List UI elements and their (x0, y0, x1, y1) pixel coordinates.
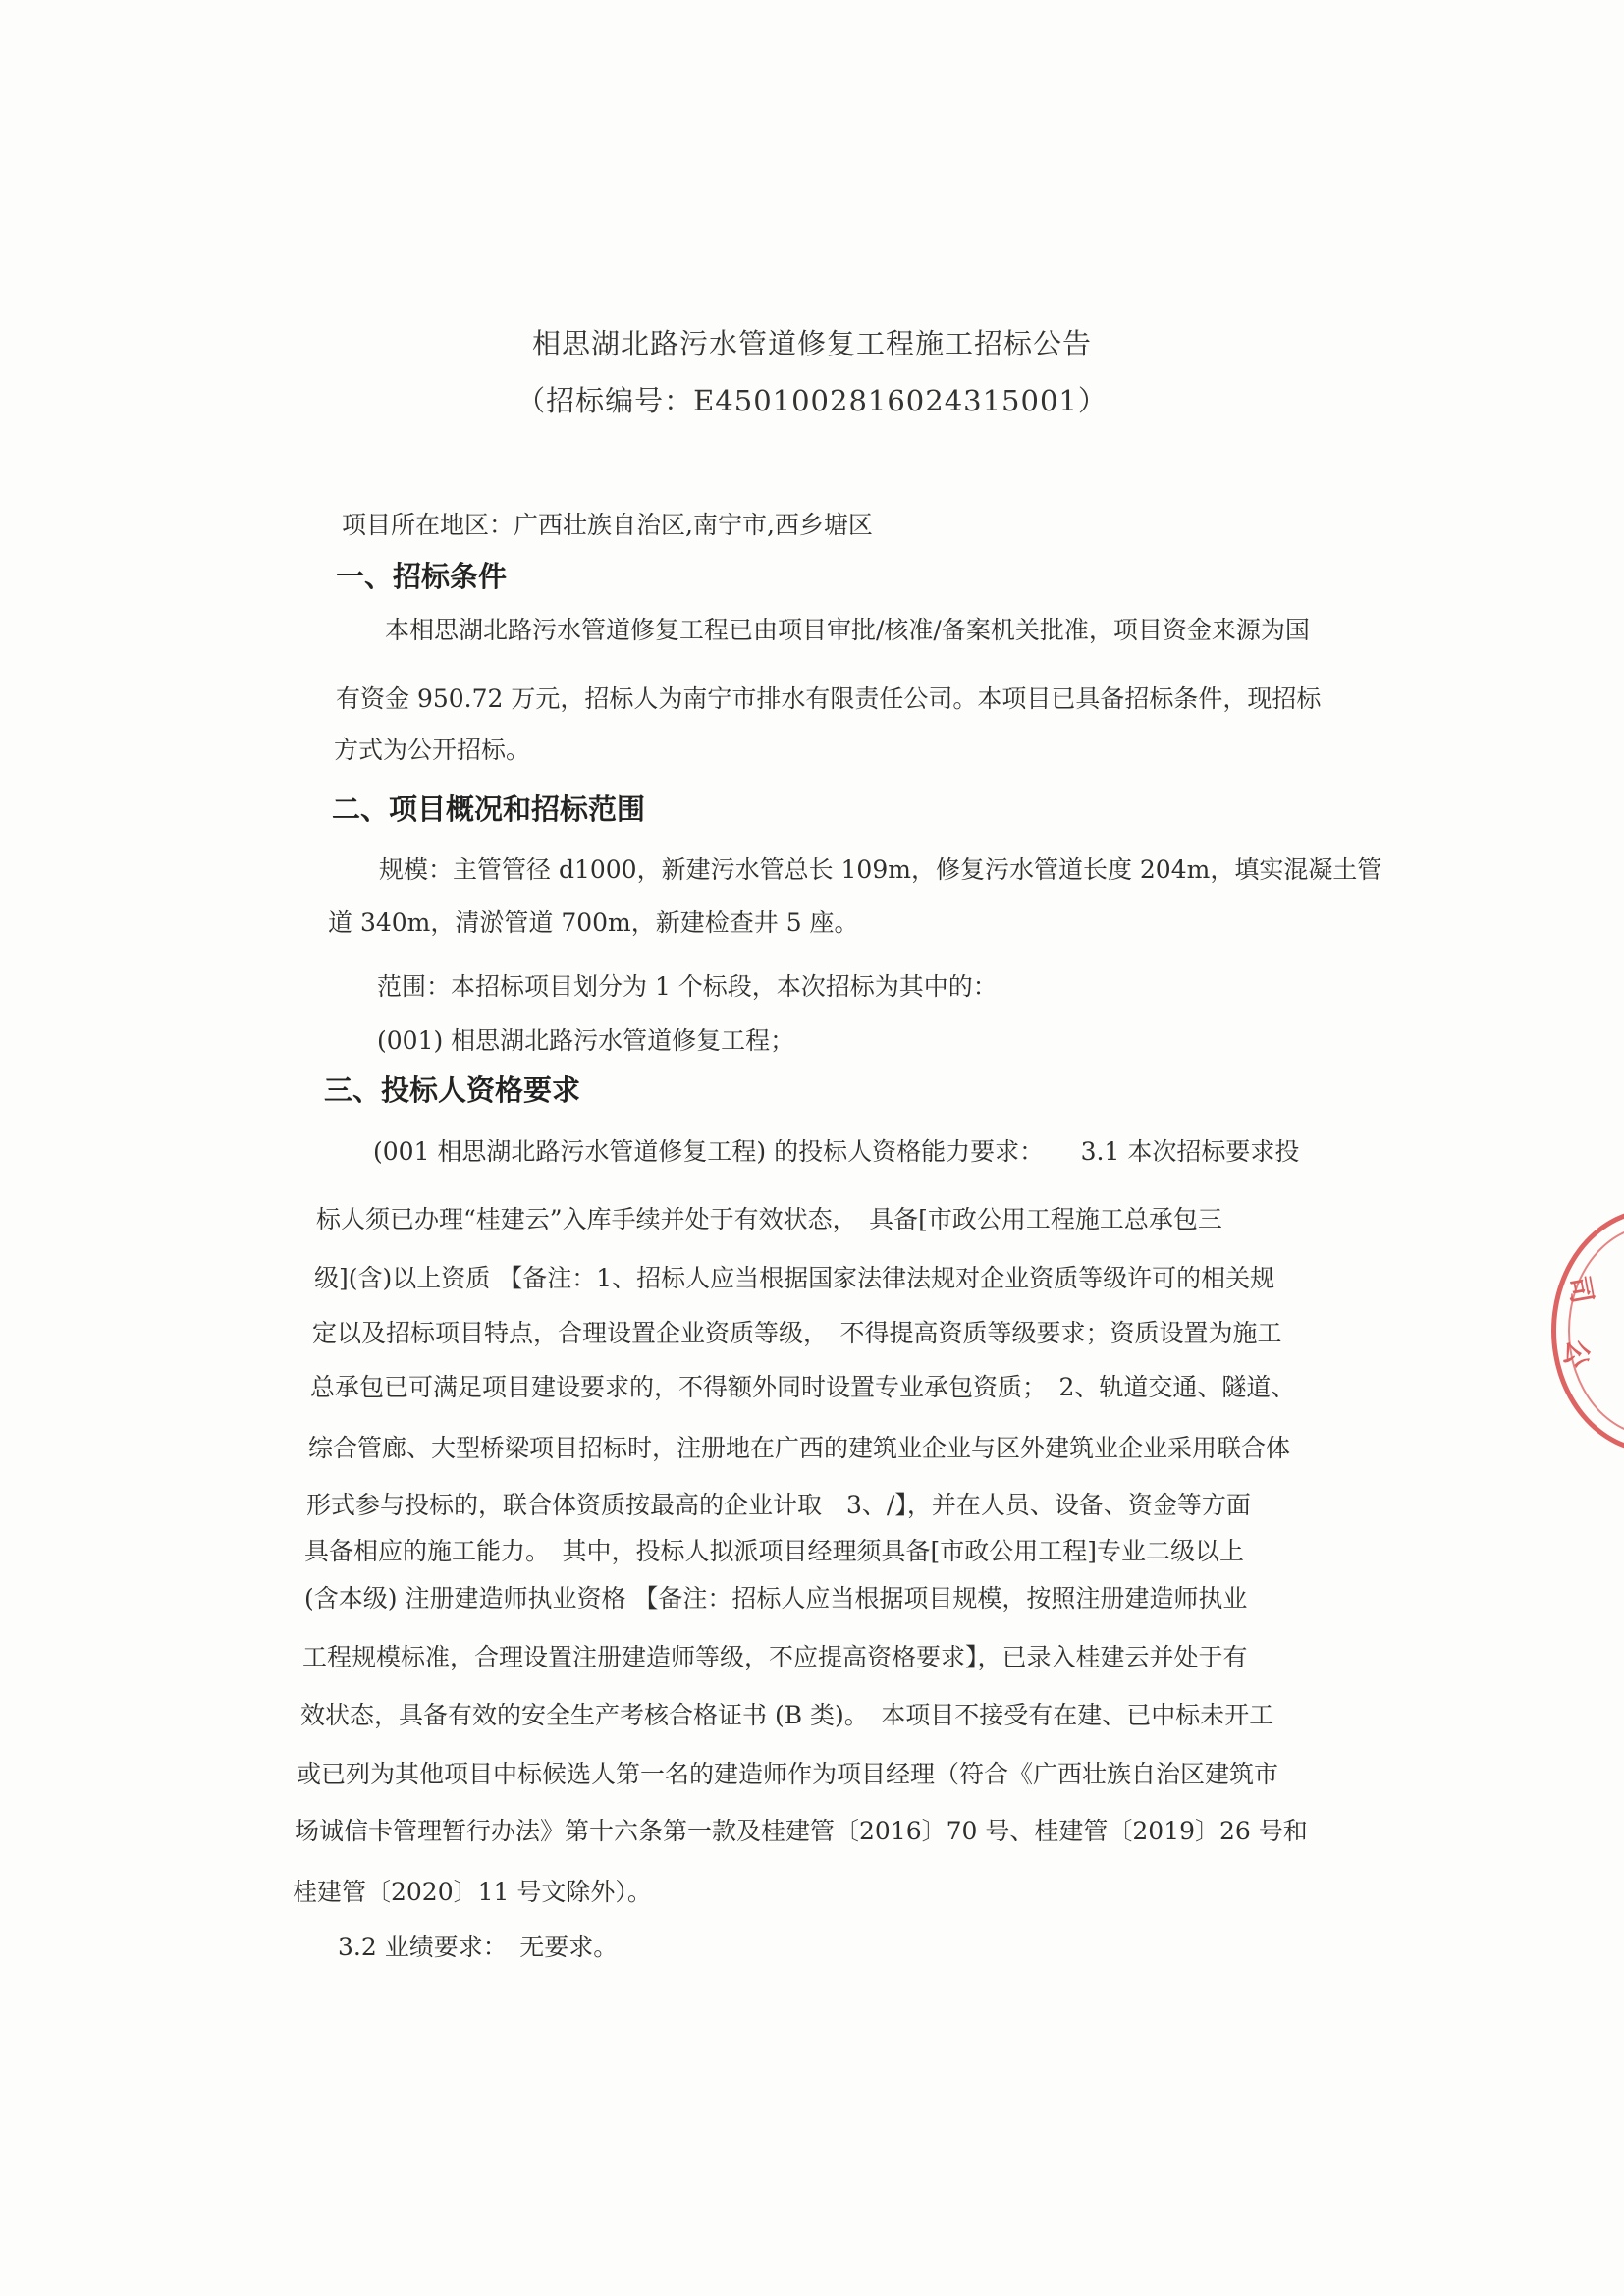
paragraph-line: 或已列为其他项目中标候选人第一名的建造师作为项目经理（符合《广西壮族自治区建筑市 (297, 1760, 1279, 1788)
paragraph-line: 标人须已办理“桂建云”入库手续并处于有效状态， 具备[市政公用工程施工总承包三 (316, 1205, 1222, 1233)
seal-char: 司 (1561, 1273, 1599, 1306)
project-location: 项目所在地区：广西壮族自治区,南宁市,西乡塘区 (342, 511, 873, 539)
paragraph-line: (001 相思湖北路污水管道修复工程) 的投标人资格能力要求： 3.1 本次招标要求投 (373, 1137, 1300, 1166)
bid-number: （招标编号：E4501002816024315001） (516, 384, 1108, 417)
paragraph-line: (001) 相思湖北路污水管道修复工程； (377, 1026, 795, 1055)
company-seal (1551, 1208, 1624, 1453)
paragraph-line: 定以及招标项目特点，合理设置企业资质等级， 不得提高资质等级要求；资质设置为施工 (312, 1319, 1282, 1347)
paragraph-line: 桂建管〔2020〕11 号文除外）。 (293, 1878, 652, 1906)
paragraph-line: 场诚信卡管理暂行办法》第十六条第一款及桂建管〔2016〕70 号、桂建管〔2019〕26 号和 (295, 1817, 1308, 1845)
paragraph-line: 工程规模标准，合理设置注册建造师等级，不应提高资格要求】，已录入桂建云并处于有 (302, 1643, 1248, 1671)
paragraph-line: 效状态，具备有效的安全生产考核合格证书 (B 类)。 本项目不接受有在建、已中标未开工 (300, 1701, 1274, 1729)
paragraph-line: 具备相应的施工能力。 其中，投标人拟派项目经理须具备[市政公用工程]专业二级以上 (304, 1537, 1245, 1565)
paragraph-line: 总承包已可满足项目建设要求的，不得额外同时设置专业承包资质； 2、轨道交通、隧道、 (310, 1373, 1296, 1401)
document-title: 相思湖北路污水管道修复工程施工招标公告 (531, 327, 1092, 360)
paragraph-line: 本相思湖北路污水管道修复工程已由项目审批/核准/备案机关批准，项目资金来源为国 (385, 616, 1310, 644)
seal-char: 公 (1557, 1338, 1596, 1371)
section-3-heading: 三、投标人资格要求 (324, 1073, 581, 1107)
paragraph-line: 综合管廊、大型桥梁项目招标时，注册地在广西的建筑业企业与区外建筑业企业采用联合体 (308, 1434, 1291, 1462)
paragraph-line: 范围：本招标项目划分为 1 个标段，本次招标为其中的： (377, 972, 998, 1001)
paragraph-line: 级](含)以上资质 【备注：1、招标人应当根据国家法律法规对企业资质等级许可的相关规 (314, 1264, 1275, 1292)
paragraph-line: 道 340m，清淤管道 700m，新建检查井 5 座。 (328, 908, 859, 937)
seal-inner-ring (1568, 1225, 1624, 1437)
paragraph-line: 规模：主管管径 d1000，新建污水管总长 109m，修复污水管道长度 204m，填实混凝土管 (379, 855, 1382, 884)
section-2-heading: 二、项目概况和招标范围 (332, 793, 646, 826)
section-1-heading: 一、招标条件 (336, 560, 508, 593)
qualification-3-2: 3.2 业绩要求： 无要求。 (338, 1933, 619, 1961)
paragraph-line: 形式参与投标的，联合体资质按最高的企业计取 3、/】，并在人员、设备、资金等方面 (306, 1491, 1251, 1519)
paragraph-line: (含本级) 注册建造师执业资格 【备注：招标人应当根据项目规模，按照注册建造师执业 (304, 1584, 1248, 1613)
paragraph-line: 有资金 950.72 万元，招标人为南宁市排水有限责任公司。本项目已具备招标条件，现招标 (336, 684, 1322, 713)
paragraph-line: 方式为公开招标。 (334, 736, 531, 764)
